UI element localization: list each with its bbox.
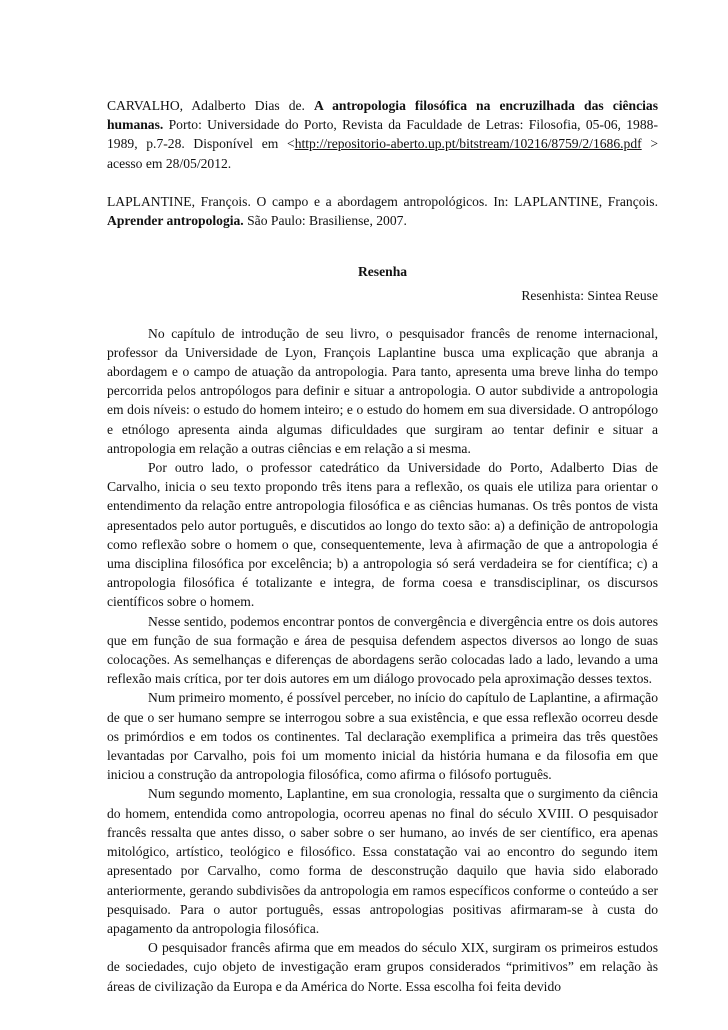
reference-laplantine	[107, 192, 658, 230]
reference-title: A antropologia filosófica na encruzilhada das ciências humanas.	[107, 98, 658, 133]
body-paragraph: Nesse sentido, podemos encontrar pontos de convergência e divergência entre os dois autores que em função de sua formação e área de pesquisa defendem aspectos diversos ao longo de suas colocações. As semelhanças e diferenças de abordagens serão colocadas lado a lado, levando a uma reflexão mais crítica, por ter dois autores em um diálogo provocado pela aproximação desses textos.	[107, 613, 658, 687]
reference-details: Porto: Universidade do Porto, Revista da Faculdade de Letras: Filosofia, 05-06, 1988-1989, p.7-28. Disponível em <	[107, 117, 658, 152]
body-paragraph: Num primeiro momento, é possível perceber, no início do capítulo de Laplantine, a afirmação de que o ser humano sempre se interrogou sobre a sua existência, e que essa reflexão ocorreu desde os primórdios e em todos os continentes. Tal declaração exemplifica a primeira das três questões levantadas por Carvalho, pois foi um momento inicial da história humana e da filosofia em que iniciou a construção da antropologia filosófica, como afirma o filósofo português.	[107, 690, 658, 783]
body-paragraph: No capítulo de introdução de seu livro, o pesquisador francês de renome internacional, professor da Universidade de Lyon, François Laplantine busca uma explicação que abranja a abordagem e o campo de atuação da antropologia. Para tanto, apresenta uma breve linha do tempo percorrida pelos antropólogos para definir e situar a antropologia. O autor subdivide a antropologia em dois níveis: o estudo do homem inteiro; e o estudo do homem em sua diversidade. O antropólogo e etnólogo apresenta ainda algumas dificuldades que surgiram ao tentar definir e situar a antropologia em relação a outras ciências e em relação a si mesma.	[107, 325, 658, 456]
body-paragraph: Num segundo momento, Laplantine, em sua cronologia, ressalta que o surgimento da ciência do homem, entendida como antropologia, ocorreu apenas no final do século XVIII. O pesquisador francês ressalta que antes disso, o saber sobre o ser humano, ao invés de ser científico, era apenas mitológico, artístico, teológico e filosófico. Essa constatação vai ao encontro do segundo item apresentado por Carvalho, como forma de desconstrução daquilo que havia sido elaborado anteriormente, gerando subdivisões da antropologia em ramos específicos conforme o conteúdo a ser pesquisado. Para o autor português, essas antropologias positivas afirmaram-se à custa do apagamento da antropologia filosófica.	[107, 786, 658, 936]
document-page	[107, 96, 658, 996]
body-paragraph: Por outro lado, o professor catedrático da Universidade do Porto, Adalberto Dias de Carvalho, inicia o seu texto propondo três itens para a reflexão, os quais ele utiliza para orientar o entendimento da relação entre antropologia filosófica e as ciências humanas. Os três pontos de vista apresentados pelo autor português, e discutidos ao longo do texto são: a) a definição de antropologia como reflexão sobre o homem o que, consequentemente, leva à afirmação de que a antropologia é uma disciplina filosófica por excelência; b) a antropologia só será verdadeira se for científica; c) a antropologia filosófica é totalizante e integra, de forma coesa e transdisciplinar, os discursos científicos sobre o homem.	[107, 460, 658, 610]
reference-author: LAPLANTINE, François. O campo e a abordagem antropológicos. In: LAPLANTINE, François.	[107, 193, 658, 209]
body-paragraph: O pesquisador francês afirma que em meados do século XIX, surgiram os primeiros estudos de sociedades, cujo objeto de investigação eram grupos considerados “primitivos” em relação às áreas de civilização da Europa e da América do Norte. Essa escolha foi feita devido	[107, 940, 658, 994]
reviewer-line: Resenhista: Sintea Reuse	[521, 288, 658, 304]
review-body	[107, 324, 658, 996]
reference-title: Aprender antropologia.	[107, 213, 244, 229]
reference-url-link[interactable]: http://repositorio-aberto.up.pt/bitstream/10216/8759/2/1686.pdf	[294, 136, 642, 152]
section-title: Resenha	[357, 264, 408, 280]
reference-access-date: > acesso em 28/05/2012.	[107, 136, 659, 171]
reference-carvalho	[107, 96, 658, 173]
reference-details: São Paulo: Brasiliense, 2007.	[247, 213, 407, 229]
reference-author: CARVALHO, Adalberto Dias de.	[107, 98, 305, 113]
